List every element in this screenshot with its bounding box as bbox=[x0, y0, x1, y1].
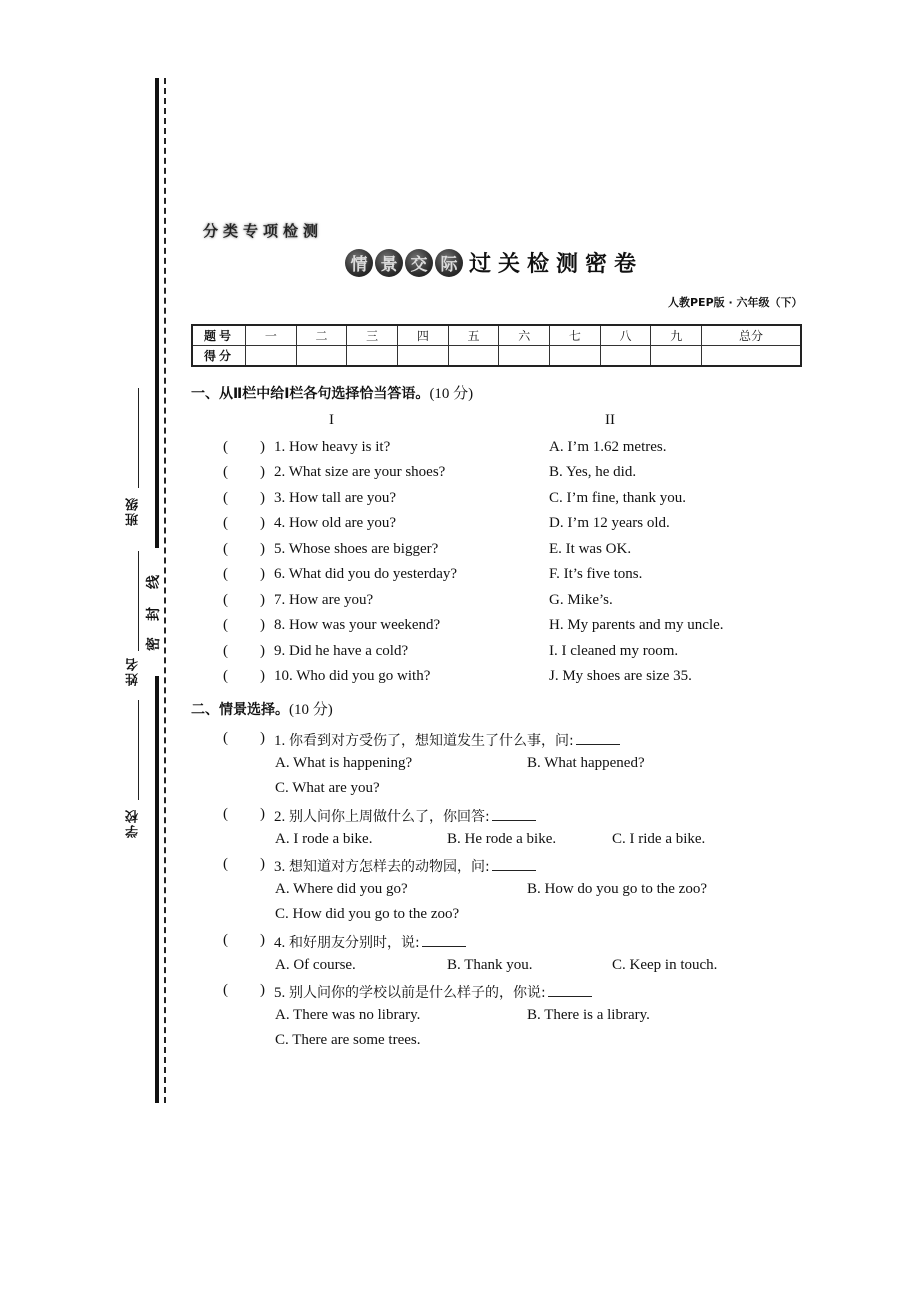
answer-paren-open[interactable]: ( bbox=[223, 541, 228, 557]
column-header: 三 bbox=[347, 325, 398, 346]
score-cell[interactable] bbox=[600, 346, 651, 367]
score-cell[interactable] bbox=[398, 346, 449, 367]
answer-paren-open[interactable]: ( bbox=[223, 490, 228, 506]
question-text: 2. What size are your shoes? bbox=[274, 464, 446, 480]
question-text: 8. How was your weekend? bbox=[274, 617, 441, 633]
option-b: B. He rode a bike. bbox=[447, 831, 557, 847]
answer-paren-open[interactable]: ( bbox=[223, 592, 228, 608]
option-c: C. I ride a bike. bbox=[612, 831, 706, 847]
answer-paren-close: ) bbox=[260, 806, 265, 822]
seal-char-mi: 密 bbox=[146, 637, 162, 651]
score-cell[interactable] bbox=[702, 346, 801, 367]
answer-paren-open[interactable]: ( bbox=[223, 566, 228, 582]
score-cell[interactable] bbox=[246, 346, 297, 367]
column-header: 五 bbox=[448, 325, 499, 346]
answer-option: A. I’m 1.62 metres. bbox=[549, 439, 667, 455]
answer-paren-close: ) bbox=[260, 856, 265, 872]
section1-points: (10 分) bbox=[429, 386, 474, 402]
series-title: 分类专项检测 bbox=[203, 222, 324, 240]
question-text: 5. Whose shoes are bigger? bbox=[274, 541, 439, 557]
score-label: 得分 bbox=[192, 346, 246, 367]
answer-paren-open[interactable]: ( bbox=[223, 464, 228, 480]
title-badge: 际 bbox=[435, 249, 463, 277]
section1-title-text: 一、从Ⅱ栏中给Ⅰ栏各句选择恰当答语。 bbox=[191, 386, 430, 402]
column-header: 一 bbox=[246, 325, 297, 346]
question-text: 7. How are you? bbox=[274, 592, 374, 608]
question-text: 4. How old are you? bbox=[274, 515, 397, 531]
score-table-header-row bbox=[192, 325, 801, 346]
edition-label: 人教PEP版 · 六年级（下） bbox=[668, 296, 803, 309]
title-badge: 情 bbox=[345, 249, 373, 277]
answer-blank[interactable] bbox=[576, 730, 620, 745]
binding-thick-line-bottom bbox=[155, 676, 159, 1103]
answer-option: E. It was OK. bbox=[549, 541, 632, 557]
seal-char-feng: 封 bbox=[146, 607, 162, 621]
option-a: A. I rode a bike. bbox=[275, 831, 373, 847]
name-label: 姓名 bbox=[126, 656, 141, 686]
answer-option: J. My shoes are size 35. bbox=[549, 668, 692, 684]
option-a: A. What is happening? bbox=[275, 755, 413, 771]
answer-option: H. My parents and my uncle. bbox=[549, 617, 724, 633]
answer-paren-close: ) bbox=[260, 730, 265, 746]
answer-paren-open[interactable]: ( bbox=[223, 932, 228, 948]
answer-blank[interactable] bbox=[492, 806, 536, 821]
question-prompt: 5. 别人问你的学校以前是什么样子的，你说: bbox=[274, 982, 592, 1002]
option-a: A. There was no library. bbox=[275, 1007, 421, 1023]
section2-points: (10 分) bbox=[289, 702, 333, 718]
option-c: C. How did you go to the zoo? bbox=[275, 906, 460, 922]
answer-paren-close: ) bbox=[260, 643, 265, 659]
answer-paren-close: ) bbox=[260, 490, 265, 506]
answer-paren-close: ) bbox=[260, 932, 265, 948]
answer-paren-open[interactable]: ( bbox=[223, 730, 228, 746]
column-i-heading: I bbox=[329, 412, 334, 428]
answer-paren-close: ) bbox=[260, 592, 265, 608]
option-a: A. Of course. bbox=[275, 957, 356, 973]
answer-blank[interactable] bbox=[422, 932, 466, 947]
answer-paren-close: ) bbox=[260, 982, 265, 998]
score-table-score-row bbox=[192, 346, 801, 367]
answer-paren-open[interactable]: ( bbox=[223, 643, 228, 659]
answer-paren-open[interactable]: ( bbox=[223, 515, 228, 531]
answer-paren-close: ) bbox=[260, 515, 265, 531]
answer-paren-open[interactable]: ( bbox=[223, 668, 228, 684]
answer-paren-open[interactable]: ( bbox=[223, 806, 228, 822]
answer-paren-open[interactable]: ( bbox=[223, 439, 228, 455]
answer-paren-open[interactable]: ( bbox=[223, 856, 228, 872]
score-cell[interactable] bbox=[296, 346, 347, 367]
school-field-line[interactable] bbox=[138, 700, 139, 800]
score-cell[interactable] bbox=[550, 346, 601, 367]
section2-title-text: 二、情景选择。 bbox=[191, 702, 289, 718]
answer-option: I. I cleaned my room. bbox=[549, 643, 679, 659]
answer-paren-open[interactable]: ( bbox=[223, 982, 228, 998]
column-header: 七 bbox=[550, 325, 601, 346]
column-header: 八 bbox=[600, 325, 651, 346]
school-label: 学校 bbox=[126, 808, 141, 838]
column-header: 六 bbox=[499, 325, 550, 346]
answer-option: D. I’m 12 years old. bbox=[549, 515, 670, 531]
answer-paren-open[interactable]: ( bbox=[223, 617, 228, 633]
score-cell[interactable] bbox=[347, 346, 398, 367]
answer-paren-close: ) bbox=[260, 668, 265, 684]
column-header: 二 bbox=[296, 325, 347, 346]
class-label: 班级 bbox=[126, 496, 141, 526]
answer-option: G. Mike’s. bbox=[549, 592, 613, 608]
score-cell[interactable] bbox=[651, 346, 702, 367]
binding-dashed-line bbox=[164, 78, 166, 1103]
option-b: B. How do you go to the zoo? bbox=[527, 881, 707, 897]
answer-blank[interactable] bbox=[492, 856, 536, 871]
title-badge: 景 bbox=[375, 249, 403, 277]
answer-option: C. I’m fine, thank you. bbox=[549, 490, 687, 506]
question-text: 9. Did he have a cold? bbox=[274, 643, 409, 659]
column-header: 四 bbox=[398, 325, 449, 346]
option-c: C. Keep in touch. bbox=[612, 957, 718, 973]
name-field-line[interactable] bbox=[138, 551, 139, 651]
option-c: C. There are some trees. bbox=[275, 1032, 421, 1048]
question-prompt: 2. 别人问你上周做什么了，你回答: bbox=[274, 806, 536, 826]
binding-thick-line-top bbox=[155, 78, 159, 548]
seal-char-xian: 线 bbox=[146, 575, 162, 589]
title-badge: 交 bbox=[405, 249, 433, 277]
answer-option: F. It’s five tons. bbox=[549, 566, 643, 582]
question-text: 10. Who did you go with? bbox=[274, 668, 431, 684]
answer-paren-close: ) bbox=[260, 464, 265, 480]
section1-title bbox=[191, 382, 473, 403]
option-b: B. Thank you. bbox=[447, 957, 533, 973]
score-table bbox=[191, 324, 802, 367]
answer-paren-close: ) bbox=[260, 541, 265, 557]
section2-title bbox=[191, 698, 333, 719]
answer-option: B. Yes, he did. bbox=[549, 464, 637, 480]
option-a: A. Where did you go? bbox=[275, 881, 408, 897]
main-title bbox=[345, 247, 643, 278]
class-field-line[interactable] bbox=[138, 388, 139, 488]
column-header: 总分 bbox=[702, 325, 801, 346]
answer-paren-close: ) bbox=[260, 566, 265, 582]
answer-blank[interactable] bbox=[548, 982, 592, 997]
column-header: 九 bbox=[651, 325, 702, 346]
answer-paren-close: ) bbox=[260, 617, 265, 633]
question-prompt: 3. 想知道对方怎样去的动物园，问: bbox=[274, 856, 536, 876]
title-text: 过关检测密卷 bbox=[469, 252, 644, 277]
option-b: B. There is a library. bbox=[527, 1007, 650, 1023]
question-number-label: 题号 bbox=[192, 325, 246, 346]
score-cell[interactable] bbox=[448, 346, 499, 367]
column-ii-heading: II bbox=[605, 412, 615, 428]
answer-paren-close: ) bbox=[260, 439, 265, 455]
question-text: 3. How tall are you? bbox=[274, 490, 397, 506]
question-prompt: 4. 和好朋友分别时，说: bbox=[274, 932, 466, 952]
question-prompt: 1. 你看到对方受伤了，想知道发生了什么事，问: bbox=[274, 730, 620, 750]
question-text: 1. How heavy is it? bbox=[274, 439, 391, 455]
option-c: C. What are you? bbox=[275, 780, 380, 796]
score-cell[interactable] bbox=[499, 346, 550, 367]
question-text: 6. What did you do yesterday? bbox=[274, 566, 458, 582]
option-b: B. What happened? bbox=[527, 755, 645, 771]
